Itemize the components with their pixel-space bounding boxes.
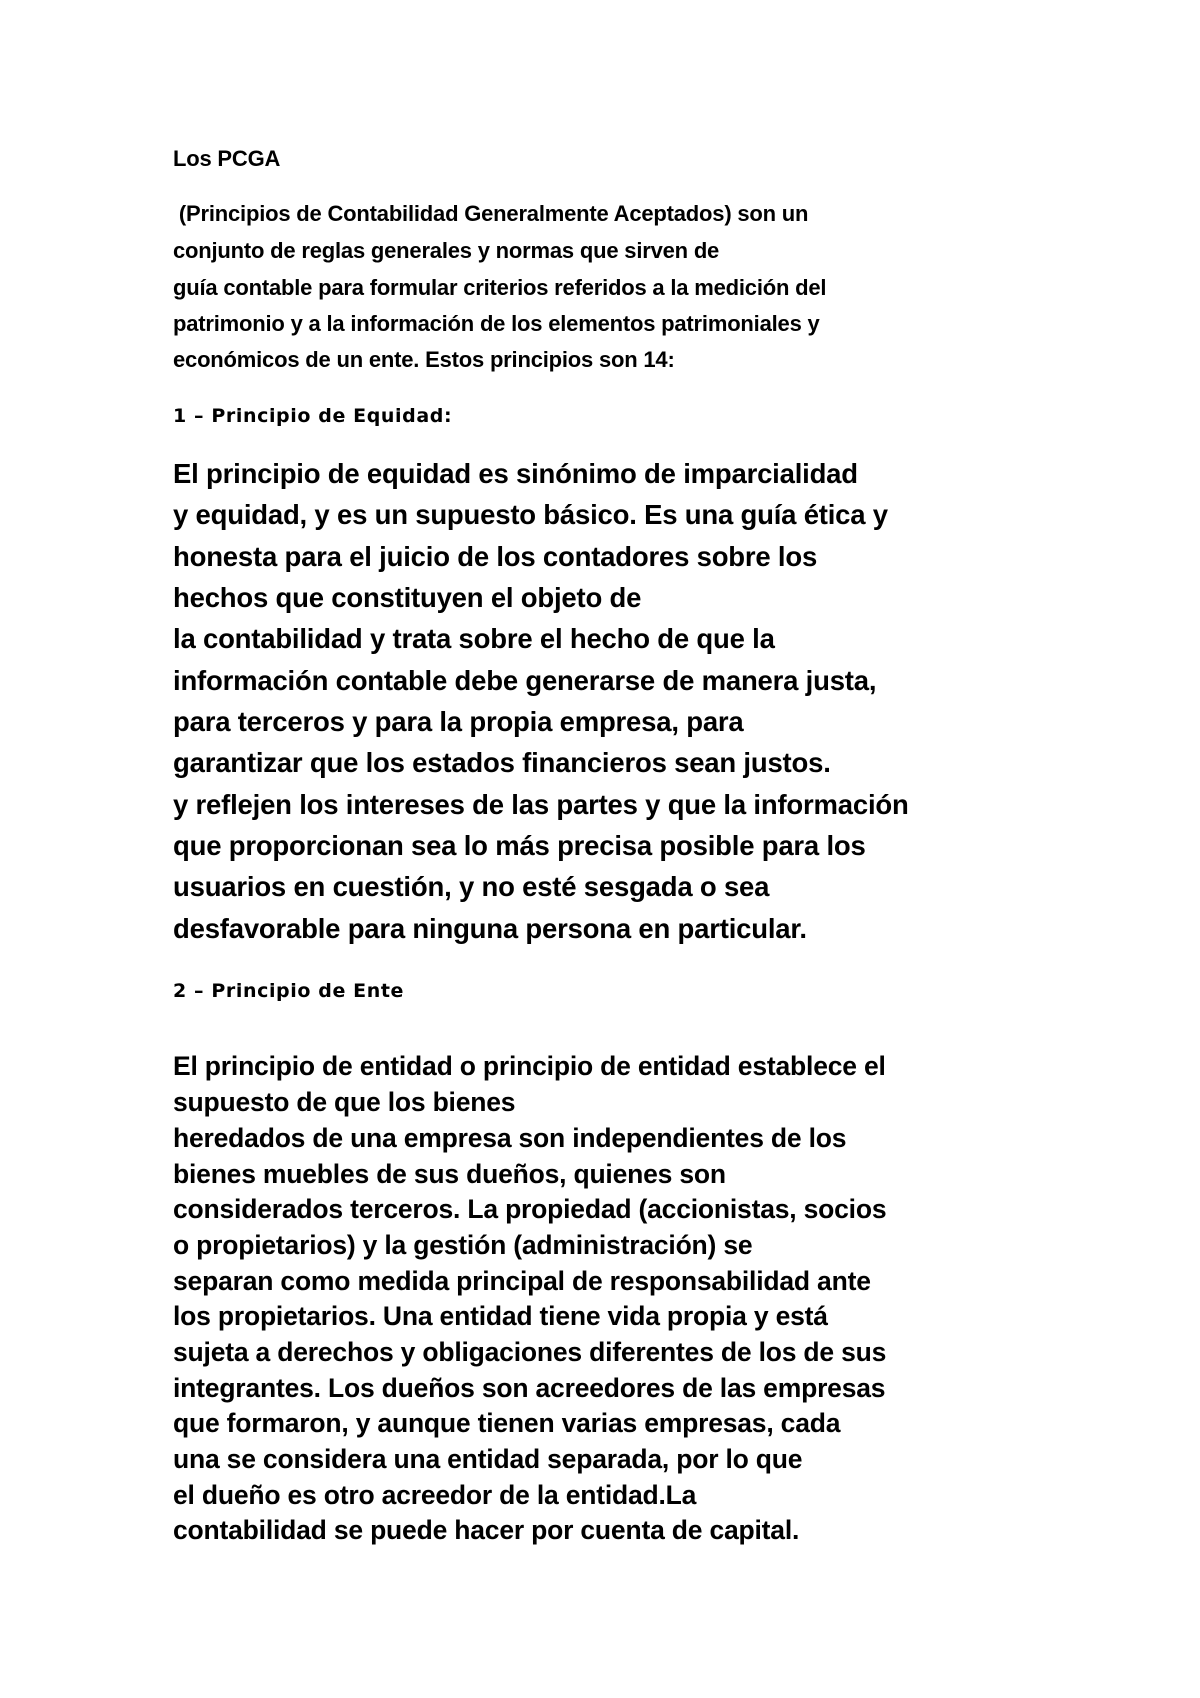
paragraph-line: y equidad, y es un supuesto básico. Es una guía ética y	[173, 499, 888, 530]
paragraph-line: una se considera una entidad separada, por lo que	[173, 1444, 803, 1474]
paragraph-line: los propietarios. Una entidad tiene vida propia y está	[173, 1301, 828, 1331]
paragraph-line: bienes muebles de sus dueños, quienes son	[173, 1159, 726, 1189]
paragraph-line: El principio de entidad o principio de entidad establece el	[173, 1051, 886, 1081]
paragraph-line: la contabilidad y trata sobre el hecho de que la	[173, 623, 775, 654]
document-title: Los PCGA	[173, 146, 281, 171]
paragraph-line: el dueño es otro acreedor de la entidad.La	[173, 1480, 697, 1510]
paragraph-line: información contable debe generarse de manera justa,	[173, 665, 877, 696]
paragraph-line: desfavorable para ninguna persona en particular.	[173, 913, 807, 944]
paragraph-line: usuarios en cuestión, y no esté sesgada o sea	[173, 871, 770, 902]
paragraph-line: honesta para el juicio de los contadores sobre los	[173, 541, 818, 572]
intro-line: económicos de un ente. Estos principios son 14:	[173, 347, 675, 372]
paragraph-line: que formaron, y aunque tienen varias empresas, cada	[173, 1408, 841, 1438]
paragraph-line: considerados terceros. La propiedad (accionistas, socios	[173, 1194, 887, 1224]
intro-line: conjunto de reglas generales y normas que sirven de	[173, 238, 720, 263]
paragraph-line: hechos que constituyen el objeto de	[173, 582, 642, 613]
paragraph-line: sujeta a derechos y obligaciones diferentes de los de sus	[173, 1337, 887, 1367]
intro-line: guía contable para formular criterios referidos a la medición del	[173, 275, 827, 300]
paragraph-line: garantizar que los estados financieros sean justos.	[173, 747, 831, 778]
paragraph-line: y reflejen los intereses de las partes y que la información	[173, 789, 909, 820]
paragraph-line: supuesto de que los bienes	[173, 1087, 516, 1117]
paragraph-line: separan como medida principal de responsabilidad ante	[173, 1266, 871, 1296]
paragraph-line: integrantes. Los dueños son acreedores de las empresas	[173, 1373, 886, 1403]
paragraph-line: o propietarios) y la gestión (administración) se	[173, 1230, 753, 1260]
paragraph-line: El principio de equidad es sinónimo de imparcialidad	[173, 458, 858, 489]
intro-line: patrimonio y a la información de los elementos patrimoniales y	[173, 311, 820, 336]
paragraph-line: heredados de una empresa son independientes de los	[173, 1123, 847, 1153]
paragraph-line: contabilidad se puede hacer por cuenta de capital.	[173, 1515, 800, 1545]
paragraph-line: para terceros y para la propia empresa, para	[173, 706, 744, 737]
intro-line: (Principios de Contabilidad Generalmente Aceptados) son un	[173, 201, 809, 226]
section-heading: 2 – Principio de Ente	[173, 980, 405, 1002]
section-heading: 1 – Principio de Equidad:	[173, 405, 453, 427]
paragraph-line: que proporcionan sea lo más precisa posible para los	[173, 830, 866, 861]
